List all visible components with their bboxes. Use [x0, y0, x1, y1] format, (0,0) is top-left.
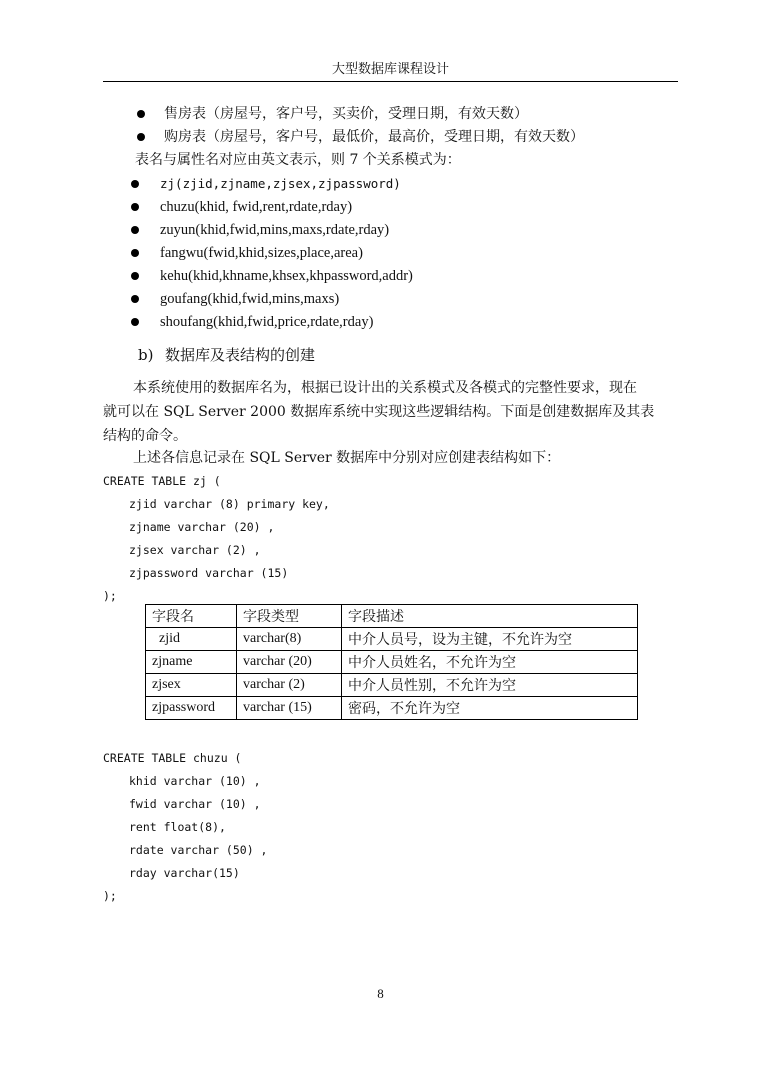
list-item: fangwu(fwid,khid,sizes,place,area)	[160, 245, 363, 261]
table-header-cell: 字段描述	[342, 605, 638, 628]
section-title: 数据库及表结构的创建	[165, 346, 316, 364]
paragraph-line: 上述各信息记录在 SQL Server 数据库中分别对应创建表结构如下：	[133, 450, 561, 466]
list-item: 售房表（房屋号，客户号，买卖价，受理日期，有效天数）	[164, 106, 528, 122]
page-number: 8	[377, 986, 384, 1001]
table-row	[146, 674, 638, 697]
list-item: shoufang(khid,fwid,price,rdate,rday)	[160, 314, 374, 330]
table-row	[146, 628, 638, 651]
field-table	[145, 604, 638, 720]
bullet-icon	[131, 226, 139, 234]
table-header-cell: 字段名	[146, 605, 237, 628]
table-cell: varchar (20)	[237, 651, 342, 674]
bullet-icon	[131, 180, 139, 188]
page-header: 大型数据库课程设计	[331, 62, 449, 77]
list-item: kehu(khid,khname,khsex,khpassword,addr)	[160, 268, 413, 284]
code-line: zjname varchar (20) ,	[129, 520, 275, 534]
table-row	[146, 697, 638, 720]
paragraph-line: 就可以在 SQL Server 2000 数据库系统中实现这些逻辑结构。下面是创建数据库及其表	[103, 404, 655, 420]
table-cell: varchar (15)	[237, 697, 342, 720]
code-line: khid varchar (10) ,	[129, 774, 261, 788]
table-cell: 中介人员性别，不允许为空	[342, 674, 638, 697]
table-cell: zjpassword	[146, 697, 237, 720]
code-line: CREATE TABLE zj (	[103, 474, 221, 488]
code-line: rdate varchar (50) ,	[129, 843, 268, 857]
table-row	[146, 651, 638, 674]
code-line: rday varchar(15)	[129, 866, 240, 880]
bullet-icon	[131, 272, 139, 280]
bullet-icon	[131, 203, 139, 211]
table-cell: 中介人员号，设为主键，不允许为空	[342, 628, 638, 651]
code-line: CREATE TABLE chuzu (	[103, 751, 242, 765]
table-cell: 密码，不允许为空	[342, 697, 638, 720]
table-cell: varchar(8)	[237, 628, 342, 651]
paragraph-line: 结构的命令。	[103, 428, 187, 444]
table-cell: zjsex	[146, 674, 237, 697]
code-line: fwid varchar (10) ,	[129, 797, 261, 811]
header-rule	[103, 81, 678, 82]
table-cell: varchar (2)	[237, 674, 342, 697]
paragraph-line: 本系统使用的数据库名为，根据已设计出的关系模式及各模式的完整性要求，现在	[133, 380, 637, 396]
bullet-icon	[131, 295, 139, 303]
code-line: zjid varchar (8) primary key,	[129, 497, 330, 511]
bullet-icon	[137, 133, 145, 141]
list-item: chuzu(khid, fwid,rent,rdate,rday)	[160, 199, 353, 215]
code-line: zjsex varchar (2) ,	[129, 543, 261, 557]
code-line: rent float(8),	[129, 820, 226, 834]
code-line: );	[103, 589, 117, 603]
list-item: zj(zjid,zjname,zjsex,zjpassword)	[160, 176, 401, 191]
section-marker: b)	[138, 346, 154, 364]
table-cell: zjid	[146, 628, 237, 651]
bullet-icon	[131, 249, 139, 257]
bullet-icon	[137, 110, 145, 118]
code-line: );	[103, 889, 117, 903]
list-item: goufang(khid,fwid,mins,maxs)	[160, 291, 340, 307]
table-cell: 中介人员姓名，不允许为空	[342, 651, 638, 674]
table-header-row	[146, 605, 638, 628]
table-header-cell: 字段类型	[237, 605, 342, 628]
list-item: 购房表（房屋号，客户号，最低价，最高价，受理日期，有效天数）	[164, 129, 584, 145]
intro-line: 表名与属性名对应由英文表示，则 7 个关系模式为：	[135, 152, 461, 168]
table-cell: zjname	[146, 651, 237, 674]
list-item: zuyun(khid,fwid,mins,maxs,rdate,rday)	[160, 222, 390, 238]
code-line: zjpassword varchar (15)	[129, 566, 289, 580]
bullet-icon	[131, 318, 139, 326]
